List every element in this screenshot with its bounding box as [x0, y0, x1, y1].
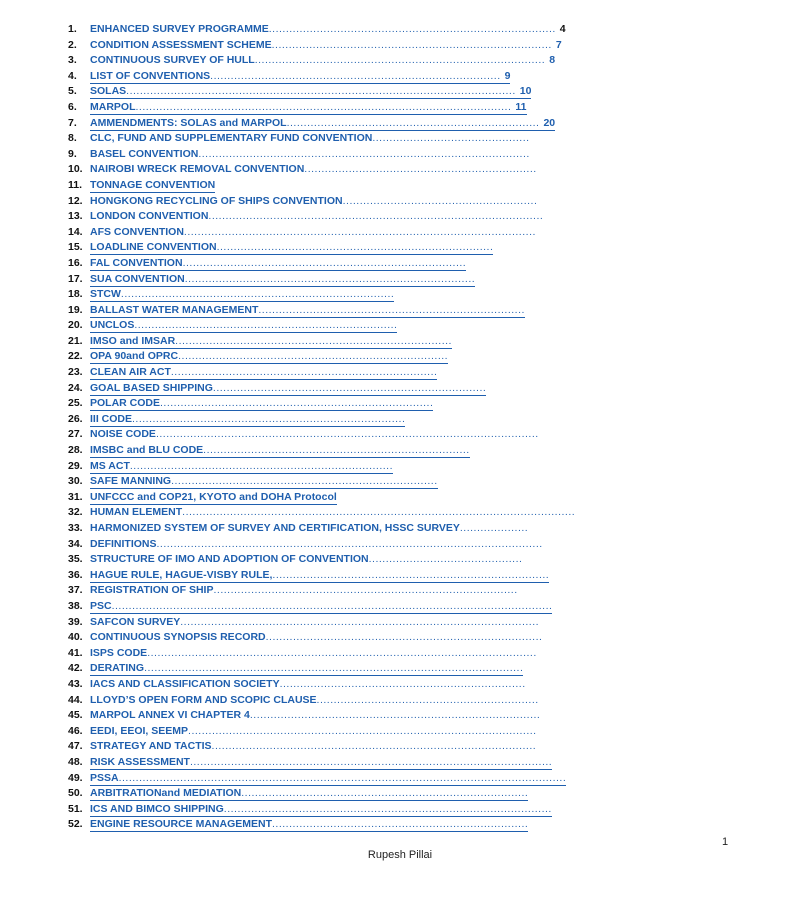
toc-entry-title[interactable]: CLEAN AIR ACT: [90, 366, 171, 379]
toc-entry-title[interactable]: MARPOL ANNEX VI CHAPTER 4: [90, 709, 250, 722]
toc-entry[interactable]: [68, 303, 588, 319]
toc-entry[interactable]: [68, 194, 588, 210]
toc-entry-number: 9.: [68, 147, 77, 160]
toc-entry-link[interactable]: [90, 646, 537, 662]
toc-dot-leader: ..................................................................................................: [208, 210, 544, 223]
toc-entry-number: 37.: [68, 584, 83, 597]
toc-entry-number: 47.: [68, 740, 83, 753]
toc-entry[interactable]: [68, 755, 588, 771]
toc-entry[interactable]: [68, 240, 588, 256]
toc-entry-title[interactable]: LIST OF CONVENTIONS: [90, 69, 211, 82]
toc-entry[interactable]: [68, 661, 588, 677]
toc-dot-leader: ..................................................................................................................: [126, 85, 516, 98]
toc-dot-leader: ...................................................................................: [182, 256, 467, 269]
toc-entry-title[interactable]: OPA 90and OPRC: [90, 350, 179, 363]
toc-dot-leader: ..............................................................................: [258, 303, 525, 316]
toc-entry-link[interactable]: [90, 366, 437, 380]
toc-entry-number: 31.: [68, 490, 83, 503]
toc-dot-leader: ...................................................................................................................: [182, 506, 576, 519]
toc-entry-title[interactable]: IACS AND CLASSIFICATION SOCIETY: [90, 677, 280, 690]
toc-dot-leader: ...............................................................................................: [211, 740, 537, 753]
toc-entry[interactable]: [68, 474, 588, 490]
toc-dot-leader: ....................................................................................: [268, 23, 556, 35]
toc-entry-number: 26.: [68, 412, 83, 425]
toc-entry-number: 1.: [68, 23, 77, 35]
toc-entry-number: 25.: [68, 397, 83, 410]
toc-entry[interactable]: [68, 412, 588, 428]
toc-entry-title[interactable]: ICS AND BIMCO SHIPPING: [90, 802, 224, 815]
toc-entry[interactable]: [68, 708, 588, 724]
toc-entry-title[interactable]: NOISE CODE: [90, 428, 156, 441]
toc-entry-title[interactable]: AFS CONVENTION: [90, 225, 184, 238]
toc-entry-title[interactable]: ENHANCED SURVEY PROGRAMME: [90, 23, 269, 35]
toc-entry-number: 43.: [68, 677, 83, 690]
toc-entry-number: 38.: [68, 599, 83, 612]
toc-entry-title[interactable]: ISPS CODE: [90, 646, 148, 659]
toc-entry[interactable]: [68, 209, 588, 225]
toc-entry[interactable]: [68, 116, 588, 132]
toc-entry-number: 4.: [68, 69, 77, 82]
toc-entry-link[interactable]: [90, 241, 493, 255]
toc-entry[interactable]: [68, 537, 588, 553]
toc-dot-leader: .........................................................: [342, 194, 538, 207]
toc-entry[interactable]: [68, 100, 588, 116]
toc-dot-leader: ..................................................................................................................: [147, 646, 537, 659]
toc-entry-link[interactable]: [90, 772, 566, 786]
toc-entry[interactable]: [68, 646, 588, 662]
toc-dot-leader: ....................................................................: [304, 163, 537, 176]
toc-dot-leader: .................................................................................: [265, 631, 543, 644]
toc-entry[interactable]: [68, 771, 588, 787]
toc-entry-title[interactable]: CONTINUOUS SYNOPSIS RECORD: [90, 631, 266, 644]
toc-entry[interactable]: [68, 334, 588, 350]
toc-entry-title[interactable]: CONTINUOUS SURVEY OF HULL: [90, 54, 255, 67]
toc-entry-link[interactable]: [90, 662, 523, 676]
toc-entry[interactable]: [68, 272, 588, 288]
toc-entry-number: 44.: [68, 693, 83, 706]
toc-entry[interactable]: [68, 318, 588, 334]
toc-entry[interactable]: [68, 84, 588, 100]
toc-entry-link[interactable]: [90, 787, 528, 801]
toc-entry-number: 21.: [68, 334, 83, 347]
toc-dot-leader: ..............................................................................: [171, 475, 438, 488]
toc-entry-link[interactable]: [90, 444, 470, 458]
toc-entry-title[interactable]: IMSO and IMSAR: [90, 334, 176, 347]
toc-entry-number: 14.: [68, 225, 83, 238]
toc-dot-leader: ..............................................: [372, 132, 530, 145]
toc-dot-leader: .........................................................................................: [213, 584, 518, 597]
toc-entry-number: 5.: [68, 85, 77, 98]
toc-entry[interactable]: [68, 256, 588, 272]
toc-entry-title[interactable]: EEDI, EEOI, SEEMP: [90, 724, 189, 737]
toc-entry[interactable]: [68, 349, 588, 365]
toc-entry-number: 17.: [68, 272, 83, 285]
toc-entry-title[interactable]: NAIROBI WRECK REMOVAL CONVENTION: [90, 163, 305, 176]
toc-entry-link[interactable]: [90, 630, 542, 646]
toc-entry-page[interactable]: 4: [559, 23, 566, 35]
toc-entry[interactable]: [68, 459, 588, 475]
toc-entry-title[interactable]: MARPOL: [90, 100, 136, 113]
toc-entry-title[interactable]: LOADLINE CONVENTION: [90, 241, 217, 254]
toc-entry-number: 12.: [68, 194, 83, 207]
toc-entry-title[interactable]: ENGINE RESOURCE MANAGEMENT: [90, 818, 273, 831]
toc-entry[interactable]: [68, 677, 588, 693]
toc-entry[interactable]: [68, 162, 588, 178]
toc-entry-title[interactable]: LONDON CONVENTION: [90, 210, 209, 223]
toc-dot-leader: ................................................................................: [120, 288, 395, 301]
toc-entry-link[interactable]: [90, 397, 433, 411]
toc-entry-title[interactable]: HONGKONG RECYCLING OF SHIPS CONVENTION: [90, 194, 343, 207]
toc-entry[interactable]: [68, 583, 588, 599]
toc-entry-number: 45.: [68, 709, 83, 722]
toc-entry-page[interactable]: 10: [519, 85, 532, 98]
toc-dot-leader: .............................................................................: [134, 319, 398, 332]
toc-entry-link[interactable]: [90, 53, 555, 69]
toc-dot-leader: .................................................................................: [272, 568, 550, 581]
toc-dot-leader: .....................................................................................: [210, 69, 501, 82]
toc-entry[interactable]: [68, 365, 588, 381]
toc-entry[interactable]: [68, 521, 588, 537]
toc-entry-number: 16.: [68, 256, 83, 269]
toc-entry-link[interactable]: [90, 273, 475, 287]
toc-entry-title[interactable]: UNFCCC and COP21, KYOTO and DOHA Protocol: [90, 490, 337, 503]
toc-entry-title[interactable]: DEFINITIONS: [90, 537, 157, 550]
toc-entry-number: 11.: [68, 178, 83, 191]
toc-entry-link[interactable]: [90, 257, 466, 271]
toc-entry[interactable]: [68, 225, 588, 241]
toc-entry[interactable]: [68, 630, 588, 646]
toc-entry-page[interactable]: 9: [504, 69, 511, 82]
toc-entry-title[interactable]: STRUCTURE OF IMO AND ADOPTION OF CONVENTION: [90, 553, 369, 566]
toc-dot-leader: ...........................................................................: [272, 818, 529, 831]
toc-entry-number: 32.: [68, 506, 83, 519]
toc-entry[interactable]: [68, 38, 588, 54]
toc-entry-title[interactable]: CLC, FUND AND SUPPLEMENTARY FUND CONVENTION: [90, 132, 373, 145]
toc-entry[interactable]: [68, 615, 588, 631]
toc-entry-title[interactable]: HUMAN ELEMENT: [90, 506, 183, 519]
toc-entry-number: 6.: [68, 100, 77, 113]
toc-entry-number: 27.: [68, 428, 83, 441]
toc-dot-leader: .............................................: [368, 553, 523, 566]
toc-entry[interactable]: [68, 178, 588, 194]
toc-entry-link[interactable]: [90, 335, 452, 349]
toc-entry-link[interactable]: [90, 475, 438, 489]
toc-dot-leader: ..........................................................................: [286, 116, 540, 129]
toc-entry[interactable]: [68, 53, 588, 69]
toc-entry[interactable]: [68, 69, 588, 85]
toc-entry-number: 46.: [68, 724, 83, 737]
toc-entry-page[interactable]: 7: [555, 38, 562, 51]
toc-entry-link[interactable]: [90, 413, 405, 427]
toc-entry-link[interactable]: [90, 803, 552, 817]
toc-entry[interactable]: [68, 693, 588, 709]
toc-entry-number: 41.: [68, 646, 83, 659]
toc-entry-number: 22.: [68, 350, 83, 363]
toc-entry-title[interactable]: BALLAST WATER MANAGEMENT: [90, 303, 259, 316]
toc-entry[interactable]: [68, 147, 588, 163]
toc-dot-leader: .........................................................................................................: [180, 615, 540, 628]
toc-entry-link[interactable]: [90, 209, 543, 225]
toc-entry-link[interactable]: [90, 505, 575, 521]
toc-entry[interactable]: [68, 427, 588, 443]
toc-entry-title[interactable]: SUA CONVENTION: [90, 272, 185, 285]
toc-entry-link[interactable]: [90, 739, 536, 755]
toc-entry[interactable]: [68, 552, 588, 568]
toc-entry[interactable]: [68, 131, 588, 147]
toc-entry-number: 29.: [68, 459, 83, 472]
toc-entry-link[interactable]: [90, 162, 537, 178]
toc-entry-title[interactable]: CONDITION ASSESSMENT SCHEME: [90, 38, 272, 51]
toc-entry-link[interactable]: [90, 147, 530, 163]
toc-entry-link[interactable]: [90, 491, 337, 505]
toc-entry-number: 15.: [68, 241, 83, 254]
toc-entry-title[interactable]: STCW: [90, 288, 121, 301]
toc-dot-leader: .................................................................................: [175, 334, 452, 347]
toc-entry-title[interactable]: AMMENDMENTS: SOLAS and MARPOL: [90, 116, 287, 129]
toc-entry-title[interactable]: ARBITRATIONand MEDIATION: [90, 787, 242, 800]
toc-dot-leader: ........................................................................: [279, 677, 526, 690]
toc-dot-leader: ..............................................................................: [170, 366, 438, 379]
toc-dot-leader: ...............................................................................................................: [144, 662, 524, 675]
toc-entry-number: 24.: [68, 381, 83, 394]
toc-entry[interactable]: [68, 396, 588, 412]
toc-entry[interactable]: [68, 568, 588, 584]
toc-entry-title[interactable]: UNCLOS: [90, 319, 135, 332]
footer-author: Rupesh Pillai: [367, 849, 433, 861]
toc-dot-leader: .................................................................................................................................: [111, 599, 553, 612]
toc-entry-title[interactable]: SAFCON SURVEY: [90, 615, 181, 628]
toc-entry-link[interactable]: [90, 521, 528, 537]
toc-entry-number: 8.: [68, 132, 77, 145]
toc-entry[interactable]: [68, 490, 588, 506]
toc-entry-link[interactable]: [90, 350, 448, 364]
toc-entry-link[interactable]: [90, 131, 530, 147]
toc-entry-number: 40.: [68, 631, 83, 644]
toc-dot-leader: .....................................................................................: [254, 54, 546, 67]
toc-entry-number: 39.: [68, 615, 83, 628]
toc-entry-number: 10.: [68, 163, 83, 176]
toc-entry-number: 42.: [68, 662, 83, 675]
toc-entry-link[interactable]: [90, 724, 537, 740]
toc-entry-link[interactable]: [90, 319, 397, 333]
toc-dot-leader: ................................................................................: [132, 412, 406, 425]
toc-entry-title[interactable]: FAL CONVENTION: [90, 256, 183, 269]
toc-entry-link[interactable]: [90, 569, 549, 583]
toc-entry-link[interactable]: [90, 600, 552, 614]
toc-entry[interactable]: [68, 381, 588, 397]
toc-entry-title[interactable]: IMSBC and BLU CODE: [90, 444, 204, 457]
toc-entry-link[interactable]: [90, 179, 215, 193]
toc-entry-title[interactable]: PSC: [90, 599, 112, 612]
toc-entry[interactable]: [68, 786, 588, 802]
toc-entry-number: 50.: [68, 787, 83, 800]
toc-entry-number: 20.: [68, 319, 83, 332]
toc-entry-link[interactable]: [90, 708, 540, 724]
toc-dot-leader: ................................................................................................................: [155, 428, 539, 441]
toc-entry-number: 18.: [68, 288, 83, 301]
toc-dot-leader: ..........................................................................................................: [189, 755, 553, 768]
toc-dot-leader: .......................................................................................................: [183, 225, 536, 238]
toc-entry[interactable]: [68, 817, 588, 833]
toc-dot-leader: .............................................................................: [129, 459, 393, 472]
toc-entry-link[interactable]: [90, 117, 555, 131]
toc-entry-link[interactable]: [90, 677, 526, 693]
table-of-contents: [68, 22, 588, 833]
toc-entry-number: 13.: [68, 210, 83, 223]
toc-entry[interactable]: [68, 287, 588, 303]
toc-dot-leader: ....................: [459, 522, 529, 534]
toc-dot-leader: ..............................................................................: [203, 444, 470, 457]
toc-entry-number: 33.: [68, 522, 83, 534]
toc-entry-page[interactable]: 20: [543, 116, 556, 129]
toc-entry[interactable]: [68, 739, 588, 755]
toc-entry-link[interactable]: [90, 552, 522, 568]
toc-entry-link[interactable]: [90, 427, 539, 443]
toc-entry-page[interactable]: 8: [549, 54, 556, 67]
toc-entry-number: 51.: [68, 802, 83, 815]
toc-dot-leader: ................................................................................................: [223, 802, 552, 815]
toc-entry-number: 36.: [68, 568, 83, 581]
toc-entry-page[interactable]: 11: [515, 100, 527, 113]
toc-entry-title[interactable]: HAGUE RULE, HAGUE-VISBY RULE,: [90, 568, 273, 581]
toc-entry-link[interactable]: [90, 101, 527, 115]
toc-entry[interactable]: [68, 599, 588, 615]
toc-entry-number: 2.: [68, 38, 77, 51]
toc-dot-leader: .................................................................................................: [198, 147, 530, 160]
toc-entry-link[interactable]: [90, 382, 486, 396]
toc-entry-link[interactable]: [90, 22, 566, 38]
toc-entry-title[interactable]: HARMONIZED SYSTEM OF SURVEY AND CERTIFICATION, HSSC SURVEY: [90, 522, 460, 534]
toc-dot-leader: .....................................................................................: [184, 272, 476, 285]
toc-entry[interactable]: [68, 505, 588, 521]
toc-entry-number: 23.: [68, 366, 83, 379]
toc-entry-number: 52.: [68, 818, 83, 831]
toc-entry-title[interactable]: LLOYD’S OPEN FORM AND SCOPIC CLAUSE: [90, 693, 317, 706]
toc-dot-leader: ................................................................................: [160, 397, 434, 410]
toc-entry-title[interactable]: RISK ASSESSMENT: [90, 755, 190, 768]
toc-dot-leader: .................................................................................: [216, 241, 494, 254]
toc-entry-link[interactable]: [90, 225, 536, 241]
toc-entry[interactable]: [68, 443, 588, 459]
toc-entry-link[interactable]: [90, 693, 539, 709]
toc-entry-title[interactable]: BASEL CONVENTION: [90, 147, 199, 160]
toc-dot-leader: ..............................................................................................................: [135, 100, 512, 113]
toc-dot-leader: .................................................................................................................: [156, 537, 543, 550]
toc-entry-number: 35.: [68, 553, 83, 566]
toc-entry[interactable]: [68, 724, 588, 740]
toc-entry[interactable]: [68, 22, 588, 38]
toc-entry-link[interactable]: [90, 288, 394, 302]
toc-dot-leader: .................................................................: [316, 693, 539, 706]
toc-entry-title[interactable]: SAFE MANNING: [90, 475, 172, 488]
toc-dot-leader: ...................................................................................................................................: [118, 771, 567, 784]
toc-entry-link[interactable]: [90, 85, 531, 99]
toc-dot-leader: .....................................................................................: [249, 709, 541, 722]
toc-entry-number: 48.: [68, 755, 83, 768]
toc-entry-link[interactable]: [90, 38, 562, 54]
toc-entry[interactable]: [68, 802, 588, 818]
toc-entry-link[interactable]: [90, 460, 393, 474]
toc-entry-link[interactable]: [90, 756, 552, 770]
toc-dot-leader: ................................................................................: [212, 381, 487, 394]
toc-entry-title[interactable]: STRATEGY AND TACTIS: [90, 740, 212, 753]
toc-entry-number: 30.: [68, 475, 83, 488]
toc-entry-number: 19.: [68, 303, 83, 316]
toc-dot-leader: ..................................................................................: [271, 38, 552, 51]
toc-entry-link[interactable]: [90, 818, 528, 832]
toc-entry-title[interactable]: GOAL BASED SHIPPING: [90, 381, 213, 394]
toc-entry-title[interactable]: III CODE: [90, 412, 133, 425]
toc-entry-link[interactable]: [90, 304, 525, 318]
toc-entry-title[interactable]: PSSA: [90, 771, 119, 784]
toc-dot-leader: ....................................................................................: [241, 787, 529, 800]
toc-entry-title[interactable]: TONNAGE CONVENTION: [90, 178, 216, 191]
toc-entry-title[interactable]: DERATING: [90, 662, 145, 675]
toc-dot-leader: ......................................................................................................: [188, 724, 537, 737]
toc-entry-number: 28.: [68, 444, 83, 457]
toc-entry-title[interactable]: SOLAS: [90, 85, 127, 98]
toc-entry-title[interactable]: POLAR CODE: [90, 397, 161, 410]
toc-entry-number: 3.: [68, 54, 77, 67]
toc-entry-title[interactable]: MS ACT: [90, 459, 130, 472]
page-number: 1: [722, 836, 729, 848]
toc-entry-link[interactable]: [90, 194, 537, 210]
toc-entry-number: 34.: [68, 537, 83, 550]
toc-entry-number: 7.: [68, 116, 77, 129]
toc-entry-number: 49.: [68, 771, 83, 784]
toc-dot-leader: ...............................................................................: [178, 350, 449, 363]
toc-entry-title[interactable]: REGISTRATION OF SHIP: [90, 584, 214, 597]
toc-entry-link[interactable]: [90, 615, 539, 631]
toc-entry-link[interactable]: [90, 583, 518, 599]
toc-entry-link[interactable]: [90, 537, 543, 553]
toc-entry-link[interactable]: [90, 70, 510, 84]
